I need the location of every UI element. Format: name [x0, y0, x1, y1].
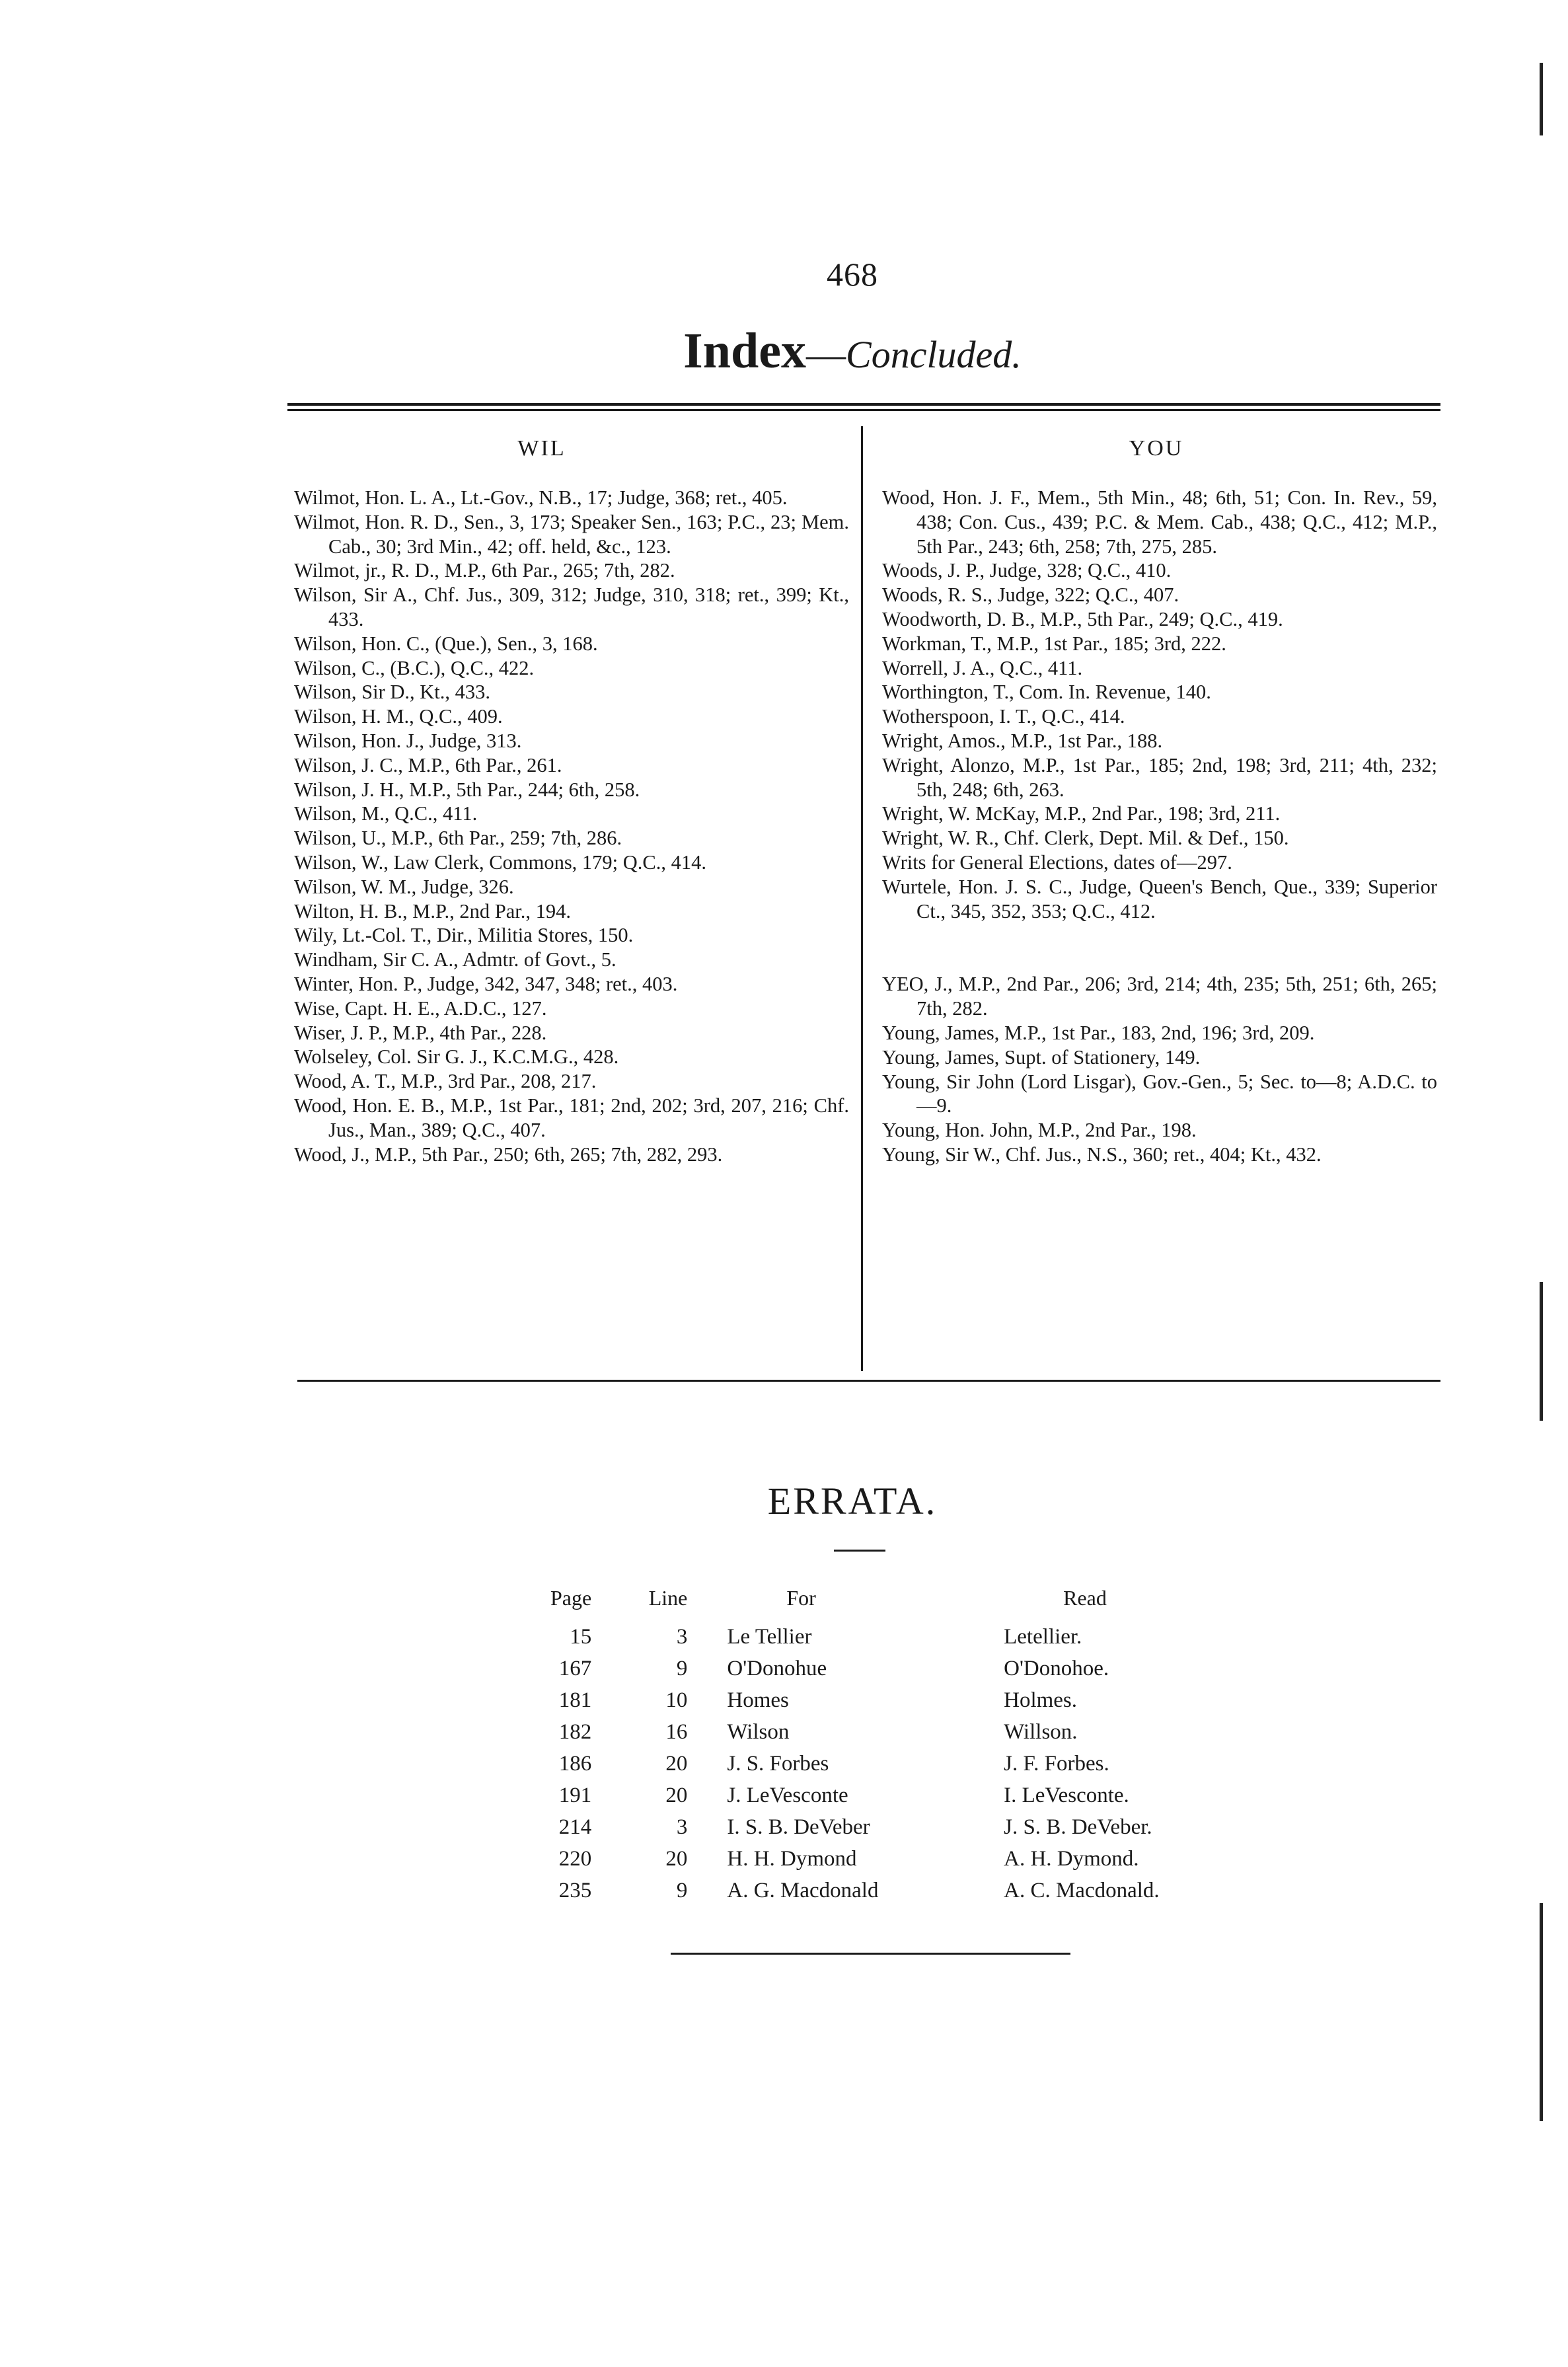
index-entry: Wright, W. McKay, M.P., 2nd Par., 198; 3rd, 211. — [882, 802, 1281, 825]
index-entry: Writs for General Elections, dates of—297. — [882, 850, 1232, 874]
errata-line-cell: 20 — [665, 1847, 688, 1871]
errata-read-cell: Holmes. — [1004, 1688, 1078, 1712]
errata-row — [522, 1875, 1282, 1906]
left-column-header: WIL — [517, 436, 566, 461]
scan-edge-mark — [1540, 1903, 1543, 2121]
errata-read-cell: Willson. — [1004, 1720, 1078, 1744]
index-entry: Wright, Alonzo, M.P., 1st Par., 185; 2nd, 198; 3rd, 211; 4th, 232; 5th, 248; 6th, 263. — [882, 753, 1437, 801]
index-entry: Wilson, C., (B.C.), Q.C., 422. — [294, 656, 535, 679]
index-entry: Wily, Lt.-Col. T., Dir., Militia Stores, 150. — [294, 924, 634, 947]
index-entry: Wilson, H. M., Q.C., 409. — [294, 705, 503, 728]
index-entry: Workman, T., M.P., 1st Par., 185; 3rd, 222. — [882, 632, 1226, 655]
index-entry: Young, Sir John (Lord Lisgar), Gov.-Gen., 5; Sec. to—8; A.D.C. to—9. — [882, 1070, 1437, 1117]
errata-page-cell: 181 — [558, 1688, 592, 1712]
page-title-main: Index — [683, 323, 807, 379]
index-entry: Wilson, W. M., Judge, 326. — [294, 875, 514, 898]
errata-for-cell: O'Donohue — [727, 1657, 827, 1680]
errata-line-cell: 3 — [676, 1625, 688, 1649]
index-entry: Wood, J., M.P., 5th Par., 250; 6th, 265; 7th, 282, 293. — [294, 1143, 723, 1166]
errata-read-cell: J. S. B. DeVeber. — [1004, 1815, 1152, 1839]
index-entry: Wilson, U., M.P., 6th Par., 259; 7th, 286. — [294, 827, 622, 850]
errata-row — [522, 1621, 1282, 1653]
errata-header-line: Line — [648, 1586, 688, 1610]
errata-for-cell: I. S. B. DeVeber — [727, 1815, 870, 1839]
errata-row — [522, 1653, 1282, 1684]
index-entry: Young, Sir W., Chf. Jus., N.S., 360; ret., 404; Kt., 432. — [882, 1143, 1322, 1166]
index-entry: Wilson, J. H., M.P., 5th Par., 244; 6th, 258. — [294, 778, 640, 801]
index-entry: Wilmot, Hon. L. A., Lt.-Gov., N.B., 17; Judge, 368; ret., 405. — [294, 486, 788, 509]
index-entry: Windham, Sir C. A., Admtr. of Govt., 5. — [294, 948, 616, 971]
index-entry: Wolseley, Col. Sir G. J., K.C.M.G., 428. — [294, 1045, 619, 1069]
index-entry: Wiser, J. P., M.P., 4th Par., 228. — [294, 1021, 547, 1044]
errata-page-cell: 235 — [558, 1879, 592, 1902]
index-entry: Young, James, Supt. of Stationery, 149. — [882, 1045, 1201, 1069]
index-entry: Wilson, Hon. J., Judge, 313. — [294, 729, 522, 752]
index-entry: Wilson, Sir D., Kt., 433. — [294, 681, 491, 704]
errata-read-cell: Letellier. — [1004, 1625, 1082, 1649]
index-entry: Wilson, M., Q.C., 411. — [294, 802, 478, 825]
index-entry: Wilton, H. B., M.P., 2nd Par., 194. — [294, 899, 572, 922]
errata-header-row — [522, 1586, 1282, 1621]
index-entry: Worrell, J. A., Q.C., 411. — [882, 656, 1083, 679]
right-index-column — [882, 486, 1437, 1167]
page-end-rule — [671, 1953, 1070, 1955]
index-entry: Woods, R. S., Judge, 322; Q.C., 407. — [882, 583, 1179, 607]
errata-for-cell: Homes — [727, 1688, 789, 1712]
index-entry: Worthington, T., Com. In. Revenue, 140. — [882, 681, 1211, 704]
errata-for-cell: Wilson — [727, 1720, 790, 1744]
errata-page-cell: 191 — [558, 1784, 592, 1807]
errata-line-cell: 3 — [676, 1815, 688, 1839]
left-index-column — [294, 486, 849, 1166]
top-double-rule — [287, 403, 1440, 411]
index-entry: Wilson, Sir A., Chf. Jus., 309, 312; Judge, 310, 318; ret., 399; Kt., 433. — [294, 583, 849, 630]
index-entry: Winter, Hon. P., Judge, 342, 347, 348; ret., 403. — [294, 972, 678, 995]
errata-body — [522, 1621, 1282, 1906]
errata-read-cell: A. C. Macdonald. — [1004, 1879, 1160, 1902]
index-entry: Wood, Hon. E. B., M.P., 1st Par., 181; 2nd, 202; 3rd, 207, 216; Chf. Jus., Man., 389; Q.C., 407. — [294, 1094, 849, 1141]
errata-for-cell: A. G. Macdonald — [727, 1879, 879, 1902]
errata-for-cell: J. S. Forbes — [727, 1752, 829, 1776]
errata-page-cell: 182 — [558, 1720, 592, 1744]
errata-row — [522, 1811, 1282, 1843]
index-entry: Wilson, J. C., M.P., 6th Par., 261. — [294, 753, 562, 776]
errata-row — [522, 1780, 1282, 1811]
errata-row — [522, 1748, 1282, 1780]
errata-page-cell: 15 — [570, 1625, 592, 1649]
errata-for-cell: J. LeVesconte — [727, 1784, 848, 1807]
errata-line-cell: 9 — [676, 1879, 688, 1902]
errata-read-cell: A. H. Dymond. — [1004, 1847, 1139, 1871]
errata-read-cell: O'Donohoe. — [1004, 1657, 1109, 1680]
index-entry: Wilson, W., Law Clerk, Commons, 179; Q.C., 414. — [294, 850, 707, 874]
index-entry: Wright, W. R., Chf. Clerk, Dept. Mil. & Def., 150. — [882, 827, 1289, 850]
index-entry: Wright, Amos., M.P., 1st Par., 188. — [882, 729, 1163, 752]
index-entry: Wotherspoon, I. T., Q.C., 414. — [882, 705, 1125, 728]
index-bottom-rule — [297, 1380, 1440, 1382]
errata-for-cell: H. H. Dymond — [727, 1847, 857, 1871]
page-title-dash: — — [806, 332, 846, 376]
errata-header-for: For — [786, 1586, 816, 1610]
errata-header-read: Read — [1063, 1586, 1107, 1610]
page-title — [595, 322, 1110, 380]
column-divider — [861, 426, 863, 1371]
index-entry: Wood, A. T., M.P., 3rd Par., 208, 217. — [294, 1070, 597, 1093]
page-number: 468 — [827, 256, 878, 293]
index-entry: Wurtele, Hon. J. S. C., Judge, Queen's Bench, Que., 339; Superior Ct., 345, 352, 353; Q.C., 412. — [882, 875, 1437, 922]
errata-page-cell: 186 — [558, 1752, 592, 1776]
index-entry: Wood, Hon. J. F., Mem., 5th Min., 48; 6th, 51; Con. In. Rev., 59, 438; Con. Cus., 439; P.C. & Mem. Cab., 438; Q.C., 412; M.P., 5th Par., 243; 6th, 258; 7th, 275, 285. — [882, 486, 1437, 558]
errata-line-cell: 16 — [665, 1720, 688, 1744]
scan-edge-mark — [1540, 63, 1543, 135]
errata-table — [522, 1586, 1282, 1906]
errata-row — [522, 1716, 1282, 1748]
index-entry: Woods, J. P., Judge, 328; Q.C., 410. — [882, 559, 1172, 582]
errata-for-cell: Le Tellier — [727, 1625, 812, 1649]
errata-line-cell: 9 — [676, 1657, 688, 1680]
index-entry: Woodworth, D. B., M.P., 5th Par., 249; Q.C., 419. — [882, 607, 1283, 630]
errata-page-cell: 220 — [558, 1847, 592, 1871]
errata-page-cell: 167 — [558, 1657, 592, 1680]
errata-line-cell: 10 — [665, 1688, 688, 1712]
errata-row — [522, 1843, 1282, 1875]
right-column-header: YOU — [1129, 436, 1184, 461]
page-title-sub: Concluded. — [846, 333, 1022, 376]
index-entry: Wilmot, jr., R. D., M.P., 6th Par., 265; 7th, 282. — [294, 559, 675, 582]
errata-row — [522, 1684, 1282, 1716]
errata-header-page: Page — [550, 1586, 592, 1610]
index-entry: Wise, Capt. H. E., A.D.C., 127. — [294, 996, 547, 1020]
index-entry: Wilmot, Hon. R. D., Sen., 3, 173; Speaker Sen., 163; P.C., 23; Mem. Cab., 30; 3rd Min., 42; off. held, &c., 123. — [294, 510, 849, 558]
errata-read-cell: J. F. Forbes. — [1004, 1752, 1109, 1776]
errata-title: ERRATA. — [767, 1480, 938, 1522]
index-entry: Young, James, M.P., 1st Par., 183, 2nd, 196; 3rd, 209. — [882, 1021, 1315, 1044]
index-entry: Young, Hon. John, M.P., 2nd Par., 198. — [882, 1119, 1197, 1142]
index-entry: Wilson, Hon. C., (Que.), Sen., 3, 168. — [294, 632, 598, 655]
errata-line-cell: 20 — [665, 1784, 688, 1807]
errata-title-rule — [834, 1550, 885, 1552]
errata-page-cell: 214 — [558, 1815, 592, 1839]
errata-line-cell: 20 — [665, 1752, 688, 1776]
scan-edge-mark — [1540, 1282, 1543, 1421]
errata-read-cell: I. LeVesconte. — [1004, 1784, 1129, 1807]
index-entry: YEO, J., M.P., 2nd Par., 206; 3rd, 214; 4th, 235; 5th, 251; 6th, 265; 7th, 282. — [882, 973, 1437, 1020]
